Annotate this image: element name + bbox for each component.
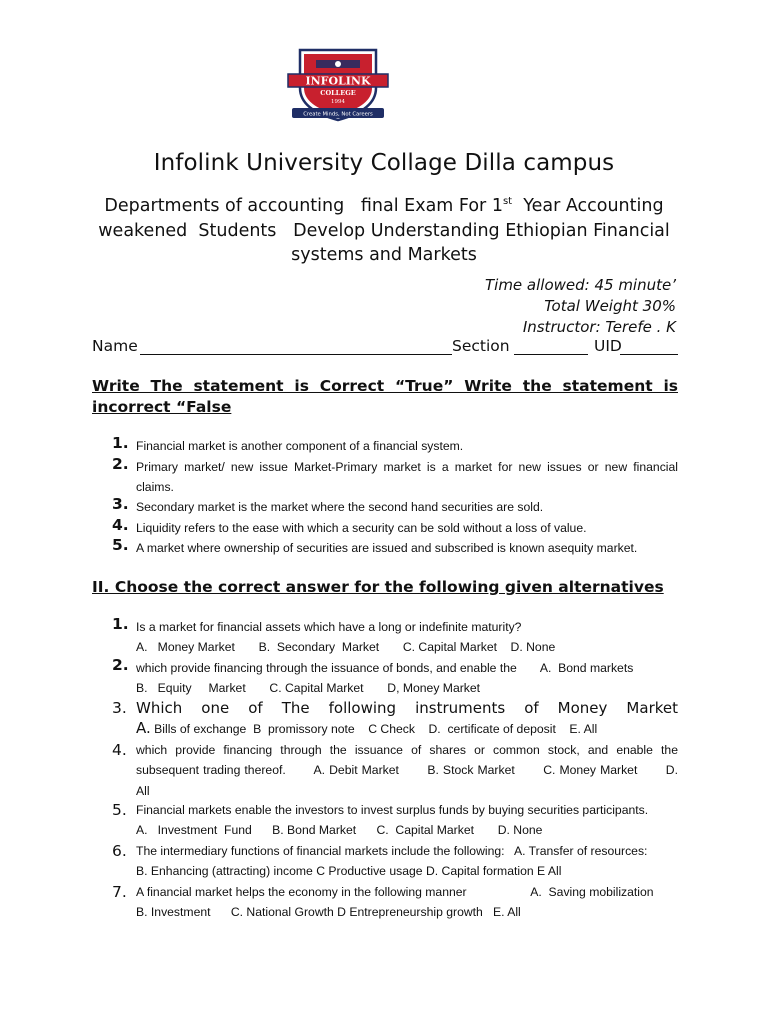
subtitle-sup: st xyxy=(502,196,513,207)
question-options: All xyxy=(136,783,150,798)
question-options: B. Equity Market C. Capital Market D, Money Market xyxy=(136,681,481,696)
college-logo xyxy=(286,44,390,124)
question-number: 5. xyxy=(112,536,129,554)
question-number: 2. xyxy=(112,455,129,473)
instructor: Instructor: Terefe . K xyxy=(522,318,676,336)
subtitle-line1-a: Departments of accounting final Exam For 1 xyxy=(104,196,503,216)
question-text: A market where ownership of securities are issued and subscribed is known asequity market. xyxy=(136,541,638,555)
total-weight: Total Weight 30% xyxy=(544,297,676,315)
question-text: The intermediary functions of financial markets include the following: A. Transfer of resources: xyxy=(136,844,648,858)
question-number: 7. xyxy=(112,883,127,901)
question-number: 1. xyxy=(112,434,129,452)
logo-year: 1994 xyxy=(331,99,345,105)
page-title: Infolink University Collage Dilla campus xyxy=(153,150,615,176)
question-text: which provide financing through the issuance of bonds, and enable the A. Bond markets xyxy=(136,661,634,675)
question-options: A. Investment Fund B. Bond Market C. Capital Market D. None xyxy=(136,823,543,838)
exam-subtitle xyxy=(92,190,676,268)
uid-label: UID xyxy=(594,337,622,355)
subtitle-line3: systems and Markets xyxy=(291,245,477,265)
name-label: Name xyxy=(92,337,138,355)
logo-motto: Create Minds, Not Careers xyxy=(303,111,373,118)
question-options: B. Investment C. National Growth D Entrepreneurship growth E. All xyxy=(136,905,521,920)
section1-heading-line2: incorrect “False xyxy=(92,398,232,416)
question-options: subsequent trading thereof. A. Debit Market B. Stock Market C. Money Market D. xyxy=(136,763,678,778)
question-number: 4. xyxy=(112,741,127,759)
question-number: 6. xyxy=(112,842,127,860)
question-number: 4. xyxy=(112,516,129,534)
section-blank[interactable] xyxy=(514,354,588,355)
logo-sub: COLLEGE xyxy=(320,89,356,97)
question-text: Is a market for financial assets which have a long or indefinite maturity? xyxy=(136,620,522,634)
question-options: Bills of exchange B promissory note C Check D. certificate of deposit E. All xyxy=(154,722,598,737)
question-number: 1. xyxy=(112,615,129,633)
section-label: Section xyxy=(452,337,510,355)
question-text: A financial market helps the economy in the following manner A. Saving mobilization xyxy=(136,885,654,899)
question-number: 3. xyxy=(112,495,129,513)
question-options: B. Enhancing (attracting) income C Productive usage D. Capital formation E All xyxy=(136,864,562,879)
section1-heading-line1: Write The statement is Correct “True” Write the statement is xyxy=(92,377,678,395)
question-number: 2. xyxy=(112,656,129,674)
question-text: Primary market/ new issue Market-Primary market is a market for new issues or new financial xyxy=(136,460,678,474)
name-blank[interactable] xyxy=(140,354,452,355)
question-text: claims. xyxy=(136,480,174,495)
question-text: Which one of The following instruments of Money Market xyxy=(136,699,678,717)
logo-name: INFOLINK xyxy=(305,74,371,88)
uid-blank[interactable] xyxy=(620,354,678,355)
question-text: which provide financing through the issuance of shares or common stock, and enable the xyxy=(136,743,678,757)
subtitle-line2: weakened Students Develop Understanding Ethiopian Financial xyxy=(98,220,670,241)
question-text: Secondary market is the market where the second hand securities are sold. xyxy=(136,500,544,514)
subtitle-line1-b: Year Accounting xyxy=(512,196,664,216)
question-text: Liquidity refers to the ease with which a security can be sold without a loss of value. xyxy=(136,521,587,535)
question-options: A. Money Market B. Secondary Market C. Capital Market D. None xyxy=(136,640,556,655)
question-text: Financial market is another component of a financial system. xyxy=(136,439,464,453)
question-number: 3. xyxy=(112,699,127,717)
option-lead: A. xyxy=(136,719,151,738)
time-allowed: Time allowed: 45 minute’ xyxy=(484,276,676,294)
student-info-row xyxy=(92,337,678,359)
section2-heading: II. Choose the correct answer for the following given alternatives xyxy=(92,578,664,596)
question-text: Financial markets enable the investors to invest surplus funds by buying securities participants. xyxy=(136,803,649,817)
question-number: 5. xyxy=(112,801,127,819)
